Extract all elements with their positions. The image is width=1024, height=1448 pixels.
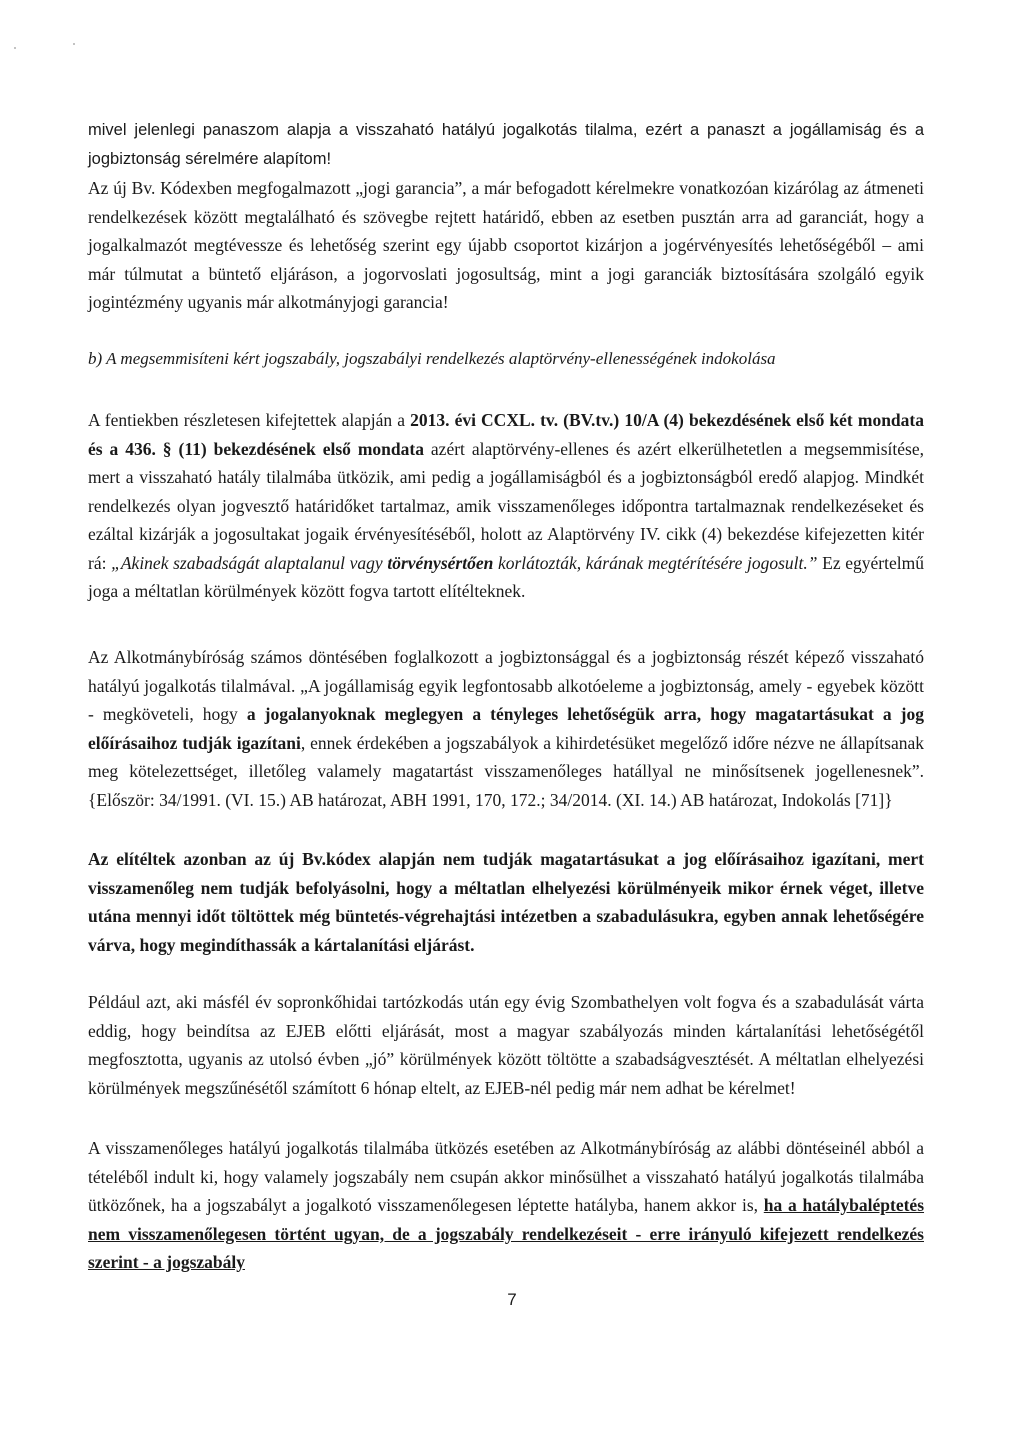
section-heading: b) A megsemmisíteni kért jogszabály, jogszabályi rendelkezés alaptörvény-ellenességének indokolása: [88, 349, 776, 368]
text: Ez egyértelmű joga a méltatlan körülmények között fogva tartott elítélteknek.: [88, 552, 924, 601]
quote: korlátozták, kárának megtérítésére jogosult.”: [493, 552, 818, 573]
paragraph-constitutional-court: [88, 643, 924, 814]
scan-speck: [14, 47, 16, 49]
quote: „Akinek szabadságát alaptalanul vagy: [111, 552, 388, 573]
page-number: 7: [507, 1290, 517, 1309]
paragraph-intro: mivel jelenlegi panaszom alapja a visszaható hatályú jogalkotás tilalma, ezért a panaszt a jogállamiság és a jogbiztonság sérelmére alapítom!: [88, 121, 924, 168]
text: , ennek érdekében a jogszabályok a kihirdetésüket megelőző időre nézve ne állapítsanak meg kötelezettséget, illetőleg valamely magatartást visszamenőleges hatállyal ne minősítsenek jogellenesnek”. {Először: 34/1991. (VI. 15.) AB határozat, ABH 1991, 170, 172.; 34/2014. (XI. 14.) AB határozat, Indokolás [71]}: [88, 732, 924, 810]
paragraph-guarantee: Az új Bv. Kódexben megfogalmazott „jogi garancia”, a már befogadott kérelmekre vonatkozóan kizárólag az átmeneti rendelkezések között megtalálható és szövegbe rejtett határidő, ebben az esetben pusztán arra ad garanciát, hogy a jogalkalmazót megtévessze és lehetőség szerint egy újabb csoportot kizárjon a jogérvényesítés lehetőségéből – ami már túlmutat a büntető eljáráson, a jogorvoslati jogosultság, mint a jogi garanciák biztosítására szolgáló egyik jogintézmény ugyanis már alkotmányjogi garancia!: [88, 178, 924, 312]
text: A visszamenőleges hatályú jogalkotás tilalmába ütközés esetében az Alkotmánybíróság az alábbi döntéseinél abból a tételéből indult ki, hogy valamely jogszabály nem csupán akkor minősülhet a visszaható hatályú jogalkotás tilalmába ütközőnek, ha a jogszabályt a jogalkotó visszamenőlegesen léptette hatályba, hanem akkor is,: [88, 1138, 924, 1215]
paragraph-example: Például azt, aki másfél év sopronkőhidai tartózkodás után egy évig Szombathelyen volt fogva és a szabadulását várta eddig, hogy beindítsa az EJEB előtti eljárását, most a magyar szabályozás minden kártalanítási lehetőségétől megfosztotta, ugyanis az utolsó évben „jó” körülmények között töltötte a szabadságvesztését. A méltatlan elhelyezési körülmények megszűnésétől számított 6 hónap eltelt, az EJEB-nél pedig már nem adhat be kérelmet!: [88, 992, 924, 1098]
paragraph-justification: [88, 406, 924, 606]
quote-emphasis: törvénysértően: [387, 552, 494, 573]
text: Az Alkotmánybíróság számos döntésében foglalkozott a jogbiztonsággal és a jogbiztonság részét képező visszaható hatályú jogalkotás tilalmával. „A jogállamiság egyik legfontosabb alkotóeleme a jogbiztonság, amely - egyebek között - megköveteli, hogy: [88, 647, 924, 724]
paragraph-retroactive: [88, 1134, 924, 1277]
scan-speck: [73, 43, 75, 45]
emphasis: a jogalanyoknak meglegyen a tényleges lehetőségük arra, hogy magatartásukat a jog előírásaihoz tudják igazítani: [88, 704, 925, 753]
paragraph-convicts: Az elítéltek azonban az új Bv.kódex alapján nem tudják magatartásukat a jog előírásaihoz igazítani, mert visszamenőleg nem tudják befolyásolni, hogy a méltatlan elhelyezési körülményeik mikor érnek véget, illetve utána mennyi időt töltöttek még büntetés-végrehajtási intézetben a szabadulásukra, egyben annak lehetőségére várva, hogy megindíthassák a kártalanítási eljárást.: [88, 849, 924, 955]
underlined-emphasis: ha a hatálybaléptetés nem visszamenőlegesen történt ugyan, de a jogszabály rendelkezéseit - erre irányuló kifejezett rendelkezés szerint - a jogszabály: [88, 1195, 925, 1272]
text: A fentiekben részletesen kifejtettek alapján a: [88, 410, 411, 430]
text: azért alaptörvény-ellenes és azért elkerülhetetlen a megsemmisítése, mert a visszaható hatály tilalmába ütközik, ami pedig a jogállamiságból és a jogbiztonságból eredő alapjog. Mindkét rendelkezés olyan jogvesztő határidőket tartalmaz, amik visszamenőleges időpontra tartalmaznak rendelkezéseket és ezáltal kizárják a jogosultakat jogaik érvényesítéséből, holott az Alaptörvény IV. cikk (4) bekezdése kifejezetten kitér rá:: [88, 438, 924, 573]
legal-reference: 2013. évi CCXL. tv. (BV.tv.) 10/A (4) bekezdésének első két mondata és a 436. § (11) bekezdésének első mondata: [88, 410, 924, 459]
